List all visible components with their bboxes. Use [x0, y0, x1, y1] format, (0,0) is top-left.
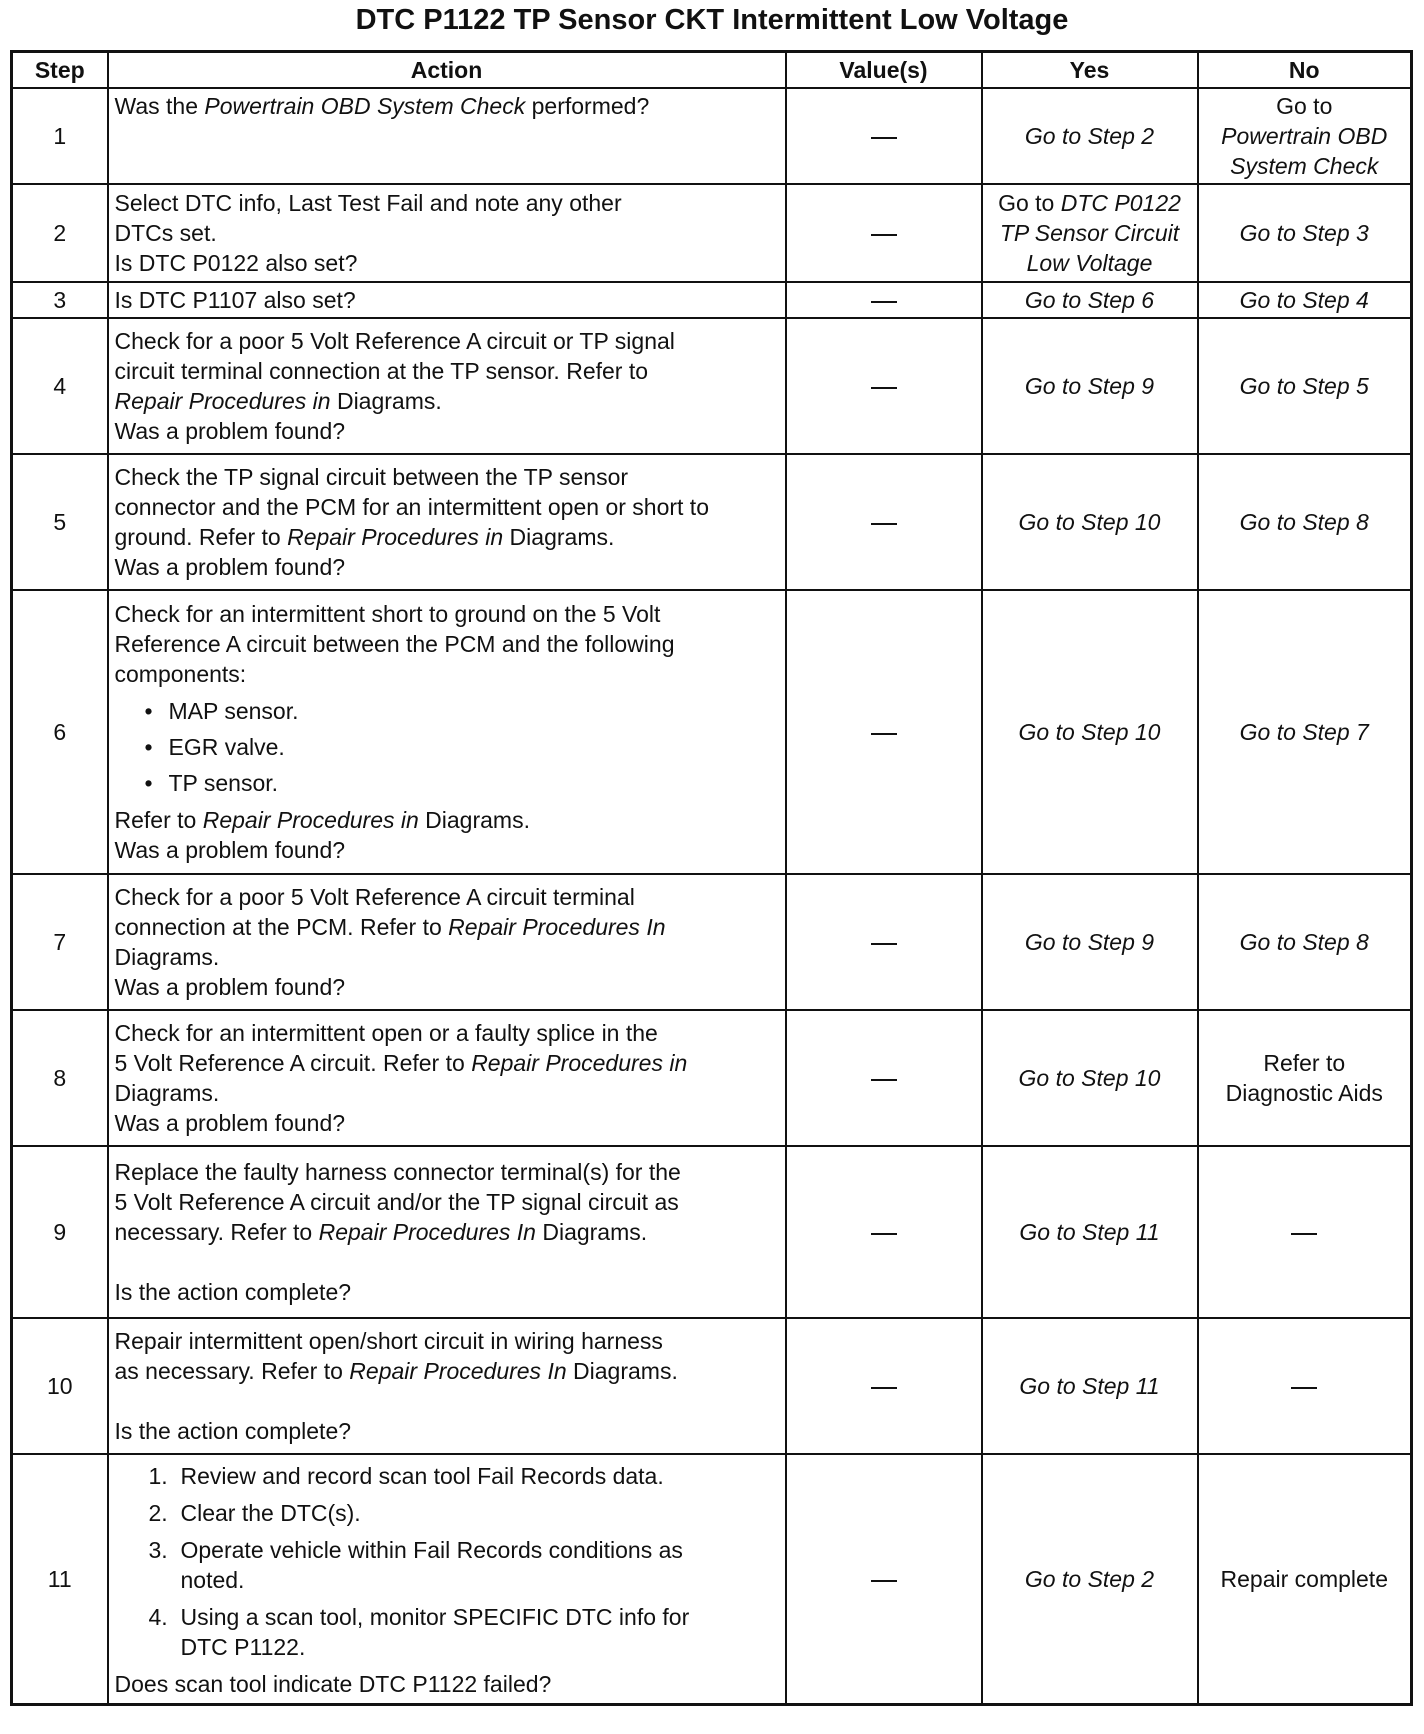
table-row [12, 1318, 1412, 1454]
step-number: 5 [12, 454, 108, 590]
table-row [12, 184, 1412, 282]
component-list [115, 693, 779, 801]
dash-mark [871, 234, 897, 236]
yes-cell: Go to DTC P0122 TP Sensor Circuit Low Voltage [982, 184, 1198, 282]
header-values: Value(s) [786, 52, 982, 89]
header-yes: Yes [982, 52, 1198, 89]
values-cell [786, 454, 982, 590]
step-number: 2 [12, 184, 108, 282]
table-row [12, 318, 1412, 454]
action-cell: Select DTC info, Last Test Fail and note any other DTCs set. Is DTC P0122 also set? [108, 184, 786, 282]
yes-cell: Go to Step 9 [982, 874, 1198, 1010]
no-cell [1198, 1146, 1412, 1318]
table-row [12, 88, 1412, 184]
step-number: 9 [12, 1146, 108, 1318]
table-row [12, 590, 1412, 874]
no-cell: Go to Step 8 [1198, 454, 1412, 590]
dash-mark [871, 137, 897, 139]
dash-mark [871, 1387, 897, 1389]
action-cell: Repair intermittent open/short circuit in wiring harness as necessary. Refer to Repair Procedures In Diagrams. Is the action complete? [108, 1318, 786, 1454]
yes-cell: Go to Step 2 [982, 1454, 1198, 1704]
diagnostic-table [10, 50, 1413, 1706]
list-item: 3. Operate vehicle within Fail Records conditions as noted. [148, 1536, 683, 1593]
no-cell: Repair complete [1198, 1454, 1412, 1704]
step-number: 6 [12, 590, 108, 874]
action-cell: Was the Powertrain OBD System Check performed? [108, 88, 786, 184]
no-cell: Go to Step 7 [1198, 590, 1412, 874]
values-cell [786, 1146, 982, 1318]
no-cell: Go to Step 5 [1198, 318, 1412, 454]
step-number: 10 [12, 1318, 108, 1454]
step-number: 7 [12, 874, 108, 1010]
table-row [12, 874, 1412, 1010]
values-cell [786, 1454, 982, 1704]
page-title: DTC P1122 TP Sensor CKT Intermittent Low Voltage [355, 4, 1069, 36]
list-item: 2. Clear the DTC(s). [148, 1499, 361, 1526]
table-row [12, 454, 1412, 590]
values-cell [786, 88, 982, 184]
values-cell [786, 282, 982, 318]
dash-mark [871, 523, 897, 525]
values-cell [786, 1318, 982, 1454]
list-item: • EGR valve. [145, 729, 779, 765]
yes-cell: Go to Step 10 [982, 454, 1198, 590]
step-number: 4 [12, 318, 108, 454]
values-cell [786, 874, 982, 1010]
step-number: 3 [12, 282, 108, 318]
procedure-list [115, 1461, 779, 1662]
yes-cell: Go to Step 11 [982, 1146, 1198, 1318]
step-number: 1 [12, 88, 108, 184]
table-row [12, 282, 1412, 318]
action-cell: Check for a poor 5 Volt Reference A circuit terminal connection at the PCM. Refer to Repair Procedures In Diagrams. Was a problem found? [108, 874, 786, 1010]
yes-cell: Go to Step 10 [982, 590, 1198, 874]
list-item: 4. Using a scan tool, monitor SPECIFIC DTC info for DTC P1122. [148, 1603, 690, 1660]
header-no: No [1198, 52, 1412, 89]
table-row [12, 1454, 1412, 1704]
no-cell: Go to Powertrain OBD System Check [1198, 88, 1412, 184]
no-cell: Go to Step 3 [1198, 184, 1412, 282]
step-number: 11 [12, 1454, 108, 1704]
action-cell: Check the TP signal circuit between the TP sensor connector and the PCM for an intermittent open or short to ground. Refer to Repair Procedures in Diagrams. Was a problem found? [108, 454, 786, 590]
yes-cell: Go to Step 2 [982, 88, 1198, 184]
dash-mark [871, 733, 897, 735]
step-number: 8 [12, 1010, 108, 1146]
dash-mark [871, 387, 897, 389]
dash-mark [1291, 1387, 1317, 1389]
action-cell: Check for an intermittent open or a faulty splice in the 5 Volt Reference A circuit. Refer to Repair Procedures in Diagrams. Was a problem found? [108, 1010, 786, 1146]
no-cell: Refer to Diagnostic Aids [1198, 1010, 1412, 1146]
header-step: Step [12, 52, 108, 89]
action-cell: Check for an intermittent short to ground on the 5 Volt Reference A circuit between the PCM and the following components: • MAP sensor. • EGR valve. • TP sensor. Refer to Repair Procedures in Diagrams. Was a problem found? [108, 590, 786, 874]
values-cell [786, 1010, 982, 1146]
values-cell [786, 184, 982, 282]
values-cell [786, 318, 982, 454]
list-item: • MAP sensor. [145, 693, 779, 729]
dash-mark [871, 1580, 897, 1582]
dash-mark [871, 943, 897, 945]
no-cell [1198, 1318, 1412, 1454]
no-cell: Go to Step 4 [1198, 282, 1412, 318]
dash-mark [871, 301, 897, 303]
list-item: • TP sensor. [145, 765, 779, 801]
yes-cell: Go to Step 10 [982, 1010, 1198, 1146]
dash-mark [871, 1233, 897, 1235]
no-cell: Go to Step 8 [1198, 874, 1412, 1010]
action-cell: Is DTC P1107 also set? [108, 282, 786, 318]
dash-mark [871, 1079, 897, 1081]
yes-cell: Go to Step 6 [982, 282, 1198, 318]
yes-cell: Go to Step 11 [982, 1318, 1198, 1454]
action-cell: Replace the faulty harness connector terminal(s) for the 5 Volt Reference A circuit and/or the TP signal circuit as necessary. Refer to Repair Procedures In Diagrams. Is the action complete? [108, 1146, 786, 1318]
action-cell: 1. Review and record scan tool Fail Records data. 2. Clear the DTC(s). 3. Operate vehicle within Fail Records conditions as noted. 4. Using a scan tool, monitor SPECIFIC DTC info for DTC P1122. Does scan tool indicate DTC P1122 failed? [108, 1454, 786, 1704]
header-row [12, 52, 1412, 89]
values-cell [786, 590, 982, 874]
header-action: Action [108, 52, 786, 89]
action-cell: Check for a poor 5 Volt Reference A circuit or TP signal circuit terminal connection at the TP sensor. Refer to Repair Procedures in Diagrams. Was a problem found? [108, 318, 786, 454]
dash-mark [1291, 1233, 1317, 1235]
table-row [12, 1146, 1412, 1318]
list-item: 1. Review and record scan tool Fail Records data. [148, 1462, 664, 1489]
yes-cell: Go to Step 9 [982, 318, 1198, 454]
table-row [12, 1010, 1412, 1146]
